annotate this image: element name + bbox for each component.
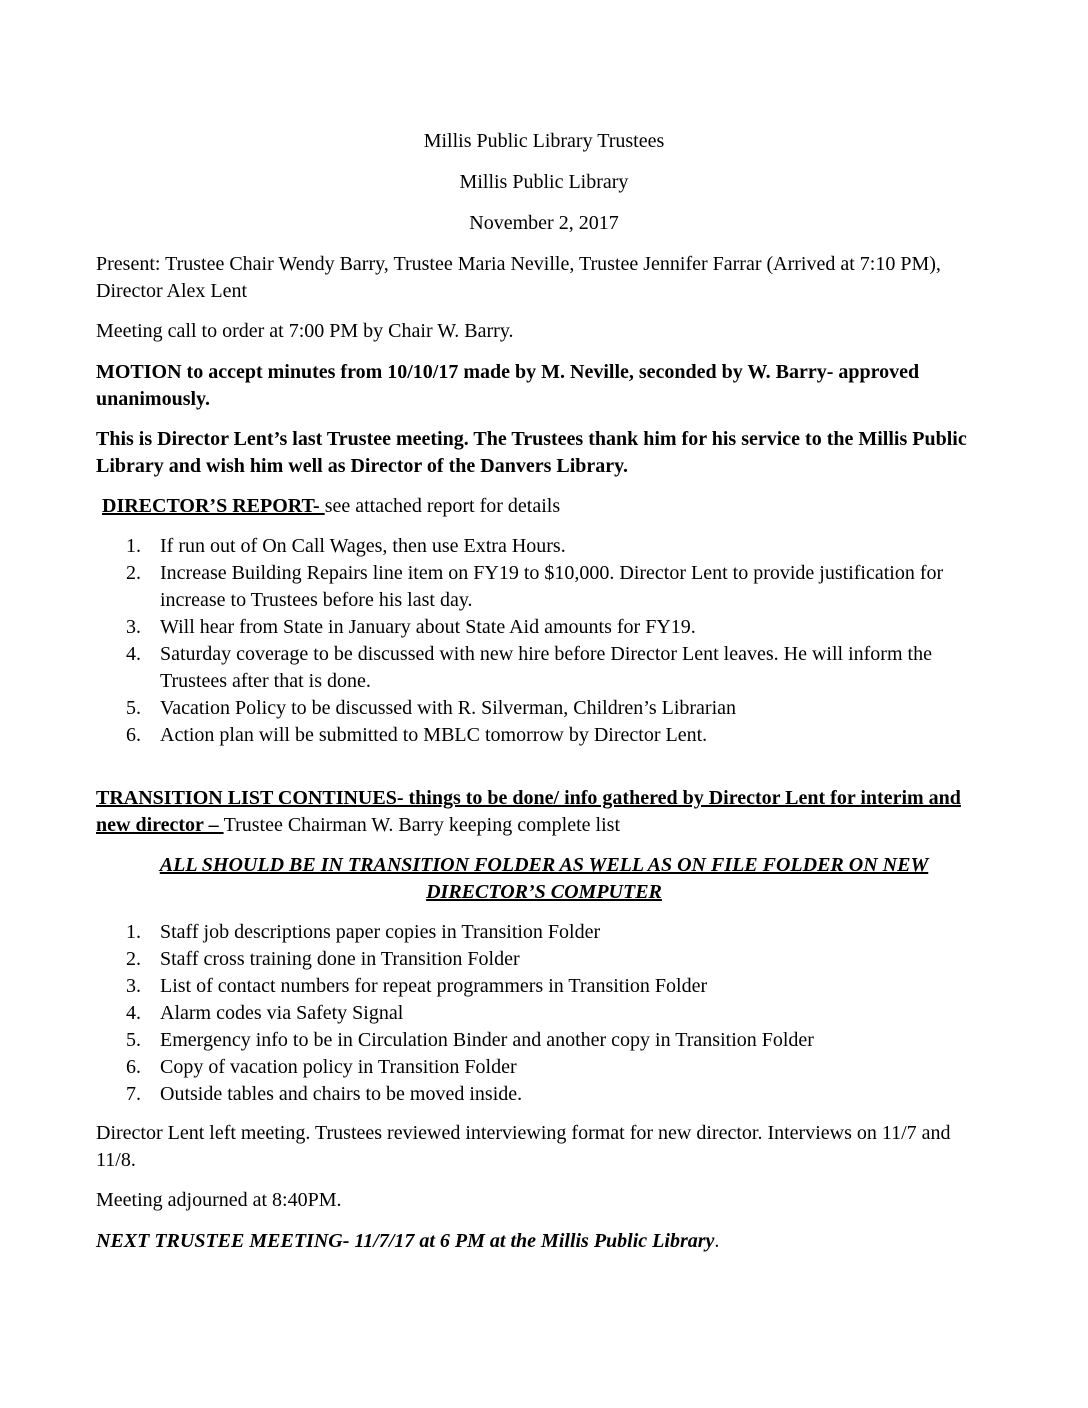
list-item-text: Saturday coverage to be discussed with new hire before Director Lent leaves. He will inform the Trustees after that is done.: [160, 643, 932, 692]
list-item: [96, 722, 988, 749]
list-item: [96, 919, 988, 946]
list-item-text: Alarm codes via Safety Signal: [160, 1002, 404, 1024]
list-number: 7.: [126, 1083, 141, 1105]
directors-report-list: [96, 533, 988, 749]
list-item-text: Will hear from State in January about State Aid amounts for FY19.: [160, 616, 696, 638]
list-number: 3.: [126, 975, 141, 997]
directors-report-title: DIRECTOR’S REPORT-: [102, 495, 325, 517]
header-date: November 2, 2017: [469, 212, 619, 234]
list-item-text: Vacation Policy to be discussed with R. Silverman, Children’s Librarian: [160, 697, 737, 719]
list-number: 6.: [126, 724, 141, 746]
list-item-text: List of contact numbers for repeat programmers in Transition Folder: [160, 975, 708, 997]
list-number: 4.: [126, 1002, 141, 1024]
list-item: [96, 1027, 988, 1054]
call-to-order: Meeting call to order at 7:00 PM by Chair W. Barry.: [96, 320, 514, 342]
directors-report-heading: [96, 493, 994, 520]
list-item: [96, 614, 988, 641]
list-number: 5.: [126, 1029, 141, 1051]
list-item: [96, 973, 988, 1000]
list-item-text: Emergency info to be in Circulation Binder and another copy in Transition Folder: [160, 1029, 814, 1051]
list-number: 2.: [126, 562, 141, 584]
transition-title: TRANSITION LIST CONTINUES- things to be done/ info gathered by Director Lent for interim and new director –: [96, 787, 961, 836]
farewell-paragraph: This is Director Lent’s last Trustee meeting. The Trustees thank him for his service to the Millis Public Library and wish him well as Director of the Danvers Library.: [96, 428, 967, 477]
motion-paragraph: MOTION to accept minutes from 10/10/17 made by M. Neville, seconded by W. Barry- approved unanimously.: [96, 361, 920, 410]
next-meeting-period: .: [714, 1230, 720, 1252]
list-item-text: If run out of On Call Wages, then use Extra Hours.: [160, 535, 566, 557]
list-item: [96, 560, 988, 614]
directors-report-note: see attached report for details: [324, 495, 561, 517]
present-paragraph: Present: Trustee Chair Wendy Barry, Trustee Maria Neville, Trustee Jennifer Farrar (Arrived at 7:10 PM), Director Alex Lent: [96, 253, 941, 302]
list-item-text: Staff cross training done in Transition Folder: [160, 948, 520, 970]
list-item: [96, 533, 988, 560]
list-item-text: Staff job descriptions paper copies in Transition Folder: [160, 921, 601, 943]
list-item: [96, 641, 988, 695]
list-number: 1.: [126, 921, 141, 943]
transition-heading: [96, 785, 988, 839]
list-item: [96, 946, 988, 973]
list-item: [96, 1000, 988, 1027]
list-item: [96, 1081, 988, 1108]
director-left-paragraph: Director Lent left meeting. Trustees reviewed interviewing format for new director. Interviews on 11/7 and 11/8.: [96, 1122, 951, 1171]
list-number: 4.: [126, 643, 141, 665]
header-org: Millis Public Library Trustees: [423, 130, 665, 152]
list-number: 6.: [126, 1056, 141, 1078]
transition-banner: ALL SHOULD BE IN TRANSITION FOLDER AS WELL AS ON FILE FOLDER ON NEW DIRECTOR’S COMPUTER: [159, 854, 929, 903]
adjourned-paragraph: Meeting adjourned at 8:40PM.: [96, 1189, 342, 1211]
list-item-text: Action plan will be submitted to MBLC tomorrow by Director Lent.: [160, 724, 708, 746]
next-meeting-text: NEXT TRUSTEE MEETING- 11/7/17 at 6 PM at the Millis Public Library: [96, 1230, 715, 1252]
list-item-text: Outside tables and chairs to be moved inside.: [160, 1083, 523, 1105]
list-number: 3.: [126, 616, 141, 638]
list-number: 1.: [126, 535, 141, 557]
list-number: 5.: [126, 697, 141, 719]
transition-list: [96, 919, 988, 1108]
list-item-text: Copy of vacation policy in Transition Folder: [160, 1056, 517, 1078]
list-item: [96, 695, 988, 722]
list-number: 2.: [126, 948, 141, 970]
next-meeting-paragraph: [96, 1228, 988, 1255]
list-item: [96, 1054, 988, 1081]
list-item-text: Increase Building Repairs line item on FY19 to $10,000. Director Lent to provide justification for increase to Trustees before his last day.: [160, 562, 944, 611]
header-location: Millis Public Library: [459, 171, 629, 193]
transition-note: Trustee Chairman W. Barry keeping complete list: [223, 814, 620, 836]
